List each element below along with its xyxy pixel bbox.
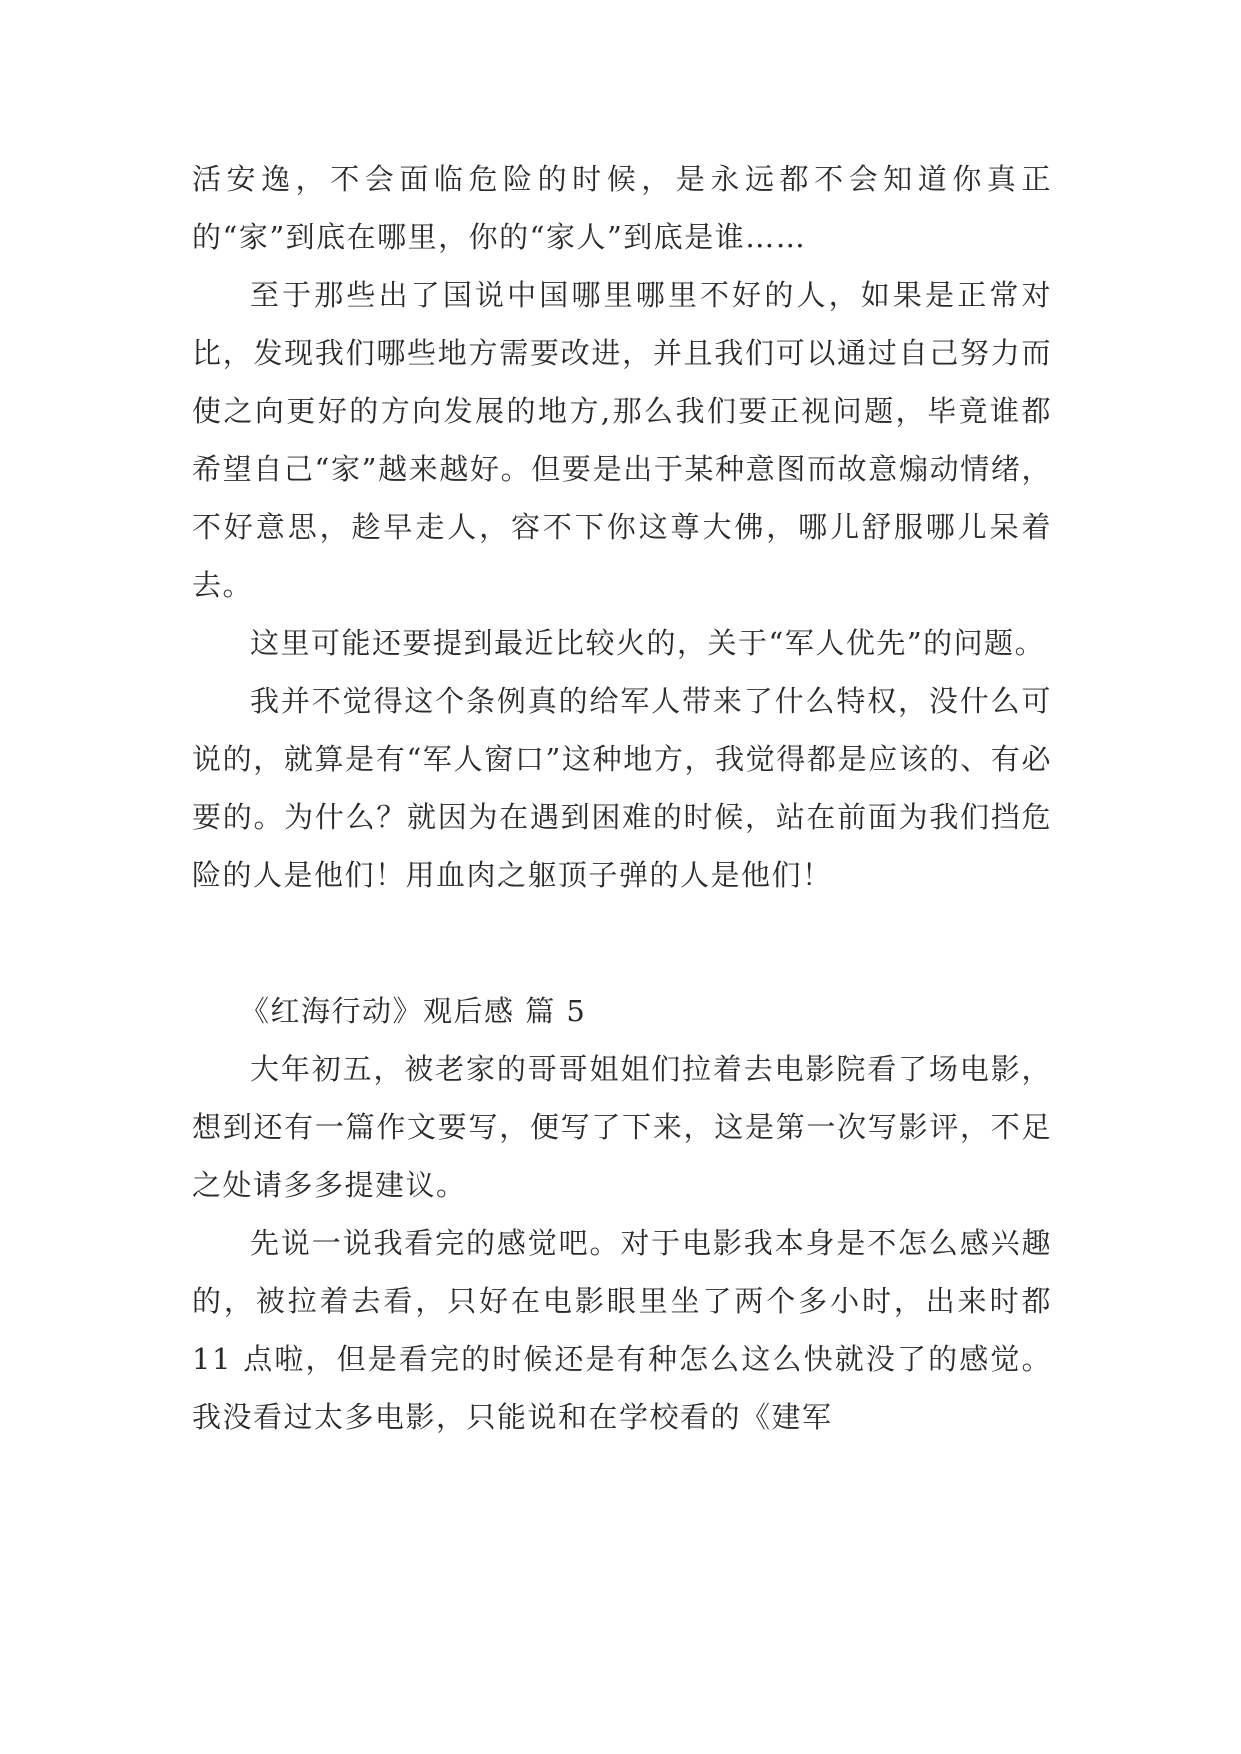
paragraph-military-priority-intro: 这里可能还要提到最近比较火的，关于“军人优先”的问题。 [250,626,1046,660]
paragraph-overseas-critics: 至于那些出了国说中国哪里哪里不好的人，如果是正常对比，发现我们哪些地方需要改进，并且我们可以通过自己努力而使之向更好的方向发展的地方,那么我们要正视问题，毕竟谁都希望自己“家”越来越好。但要是出于某种意图而故意煽动情绪，不好意思，趁早走人，容不下你这尊大佛，哪儿舒服哪儿呆着去。 [192,278,1052,602]
paragraph-movie-feeling: 先说一说我看完的感觉吧。对于电影我本身是不怎么感兴趣的，被拉着去看，只好在电影眼里坐了两个多小时，出来时都 11 点啦，但是看完的时候还是有种怎么这么快就没了的感觉。我没看过太多电影，只能说和在学校看的《建军 [192,1226,1052,1434]
document-body [192,150,1052,1446]
paragraph-continuation: 活安逸，不会面临危险的时候，是永远都不会知道你真正的“家”到底在哪里，你的“家人”到底是谁…… [192,162,1052,254]
paragraph-movie-intro: 大年初五，被老家的哥哥姐姐们拉着去电影院看了场电影，想到还有一篇作文要写，便写了下来，这是第一次写影评，不足之处请多多提建议。 [192,1052,1052,1202]
section-title: 《红海行动》观后感 篇 5 [240,994,587,1028]
paragraph-military-priority-opinion: 我并不觉得这个条例真的给军人带来了什么特权，没什么可说的，就算是有“军人窗口”这种地方，我觉得都是应该的、有必要的。为什么？就因为在遇到困难的时候，站在前面为我们挡危险的人是他们！用血肉之躯顶子弹的人是他们！ [192,684,1052,892]
